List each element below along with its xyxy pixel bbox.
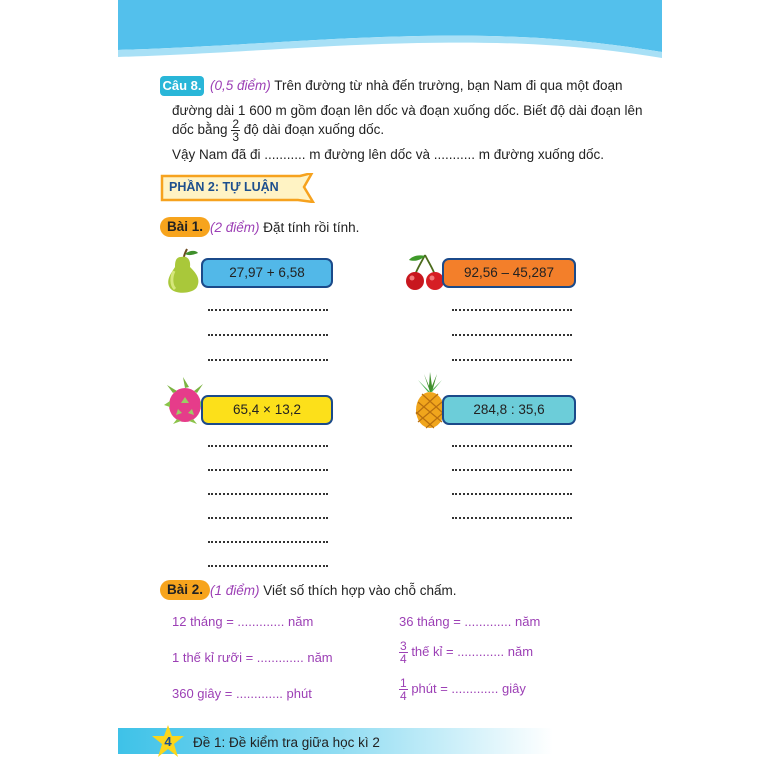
answer-line[interactable] <box>452 445 572 447</box>
footer-title: Đề 1: Đề kiểm tra giữa học kì 2 <box>193 735 380 750</box>
question-8-line4: Vậy Nam đã đi ........... m đường lên dốc và ........... m đường xuống dốc. <box>172 147 604 162</box>
calc-pill-1: 27,97 + 6,58 <box>201 258 333 288</box>
answer-line[interactable] <box>208 334 328 336</box>
answer-line[interactable] <box>452 334 572 336</box>
calc-pill-2: 92,56 – 45,287 <box>442 258 576 288</box>
question-8-points: (0,5 điểm) <box>210 78 271 93</box>
bai1-badge: Bài 1. <box>160 217 210 237</box>
question-8-line2: đường dài 1 600 m gồm đoạn lên dốc và đoạn xuống dốc. Biết độ dài đoạn lên <box>172 103 643 118</box>
bai2-instruction-line <box>210 583 457 598</box>
bai2-points: (1 điểm) <box>210 583 260 598</box>
bai2-row2-left: 1 thế kỉ rưỡi = ............. năm <box>172 650 333 665</box>
answer-line[interactable] <box>452 309 572 311</box>
bai2-row3-right: $\frac{1}{4}$ phút = ............. giây <box>400 676 526 703</box>
bai2-badge: Bài 2. <box>160 580 210 600</box>
answer-line[interactable] <box>208 565 328 567</box>
fraction-one-quarter: $\frac{1}{4}$ <box>400 676 407 703</box>
bai2-row1-left: 12 tháng = ............. năm <box>172 614 314 629</box>
bai2-row3-left: 360 giây = ............. phút <box>172 686 312 701</box>
bai1-instruction-line <box>210 220 359 235</box>
bai1-instruction: Đặt tính rồi tính. <box>263 220 360 235</box>
answer-line[interactable] <box>208 493 328 495</box>
header-wave <box>118 0 662 66</box>
answer-line[interactable] <box>452 493 572 495</box>
answer-line[interactable] <box>452 359 572 361</box>
question-8-badge: Câu 8. <box>160 76 204 96</box>
bai1-points: (2 điểm) <box>210 220 260 235</box>
pear-icon <box>163 245 205 295</box>
answer-line[interactable] <box>208 309 328 311</box>
bai2-row1-right: 36 tháng = ............. năm <box>399 614 541 629</box>
calc-pill-3: 65,4 × 13,2 <box>201 395 333 425</box>
answer-line[interactable] <box>208 445 328 447</box>
answer-line[interactable] <box>208 517 328 519</box>
question-8-line3: dốc bằng $\frac{2}{3}$ độ dài đoạn xuống dốc. <box>172 117 385 144</box>
question-8-line1 <box>210 78 623 93</box>
cherry-icon <box>403 253 447 291</box>
answer-line[interactable] <box>208 541 328 543</box>
fraction-two-thirds: $\frac{2}{3}$ <box>232 117 240 144</box>
fraction-three-quarters: $\frac{3}{4}$ <box>400 639 407 666</box>
answer-line[interactable] <box>452 469 572 471</box>
question-8-text1: Trên đường từ nhà đến trường, bạn Nam đi qua một đoạn <box>274 78 623 93</box>
part2-title: PHẦN 2: TỰ LUẬN <box>169 180 279 194</box>
bai2-instruction: Viết số thích hợp vào chỗ chấm. <box>263 583 457 598</box>
answer-line[interactable] <box>208 469 328 471</box>
answer-line[interactable] <box>452 517 572 519</box>
calc-pill-4: 284,8 : 35,6 <box>442 395 576 425</box>
page-number: 4 <box>164 734 172 749</box>
answer-line[interactable] <box>208 359 328 361</box>
bai2-row2-right: $\frac{3}{4}$ thế kỉ = ............. năm <box>400 639 534 666</box>
